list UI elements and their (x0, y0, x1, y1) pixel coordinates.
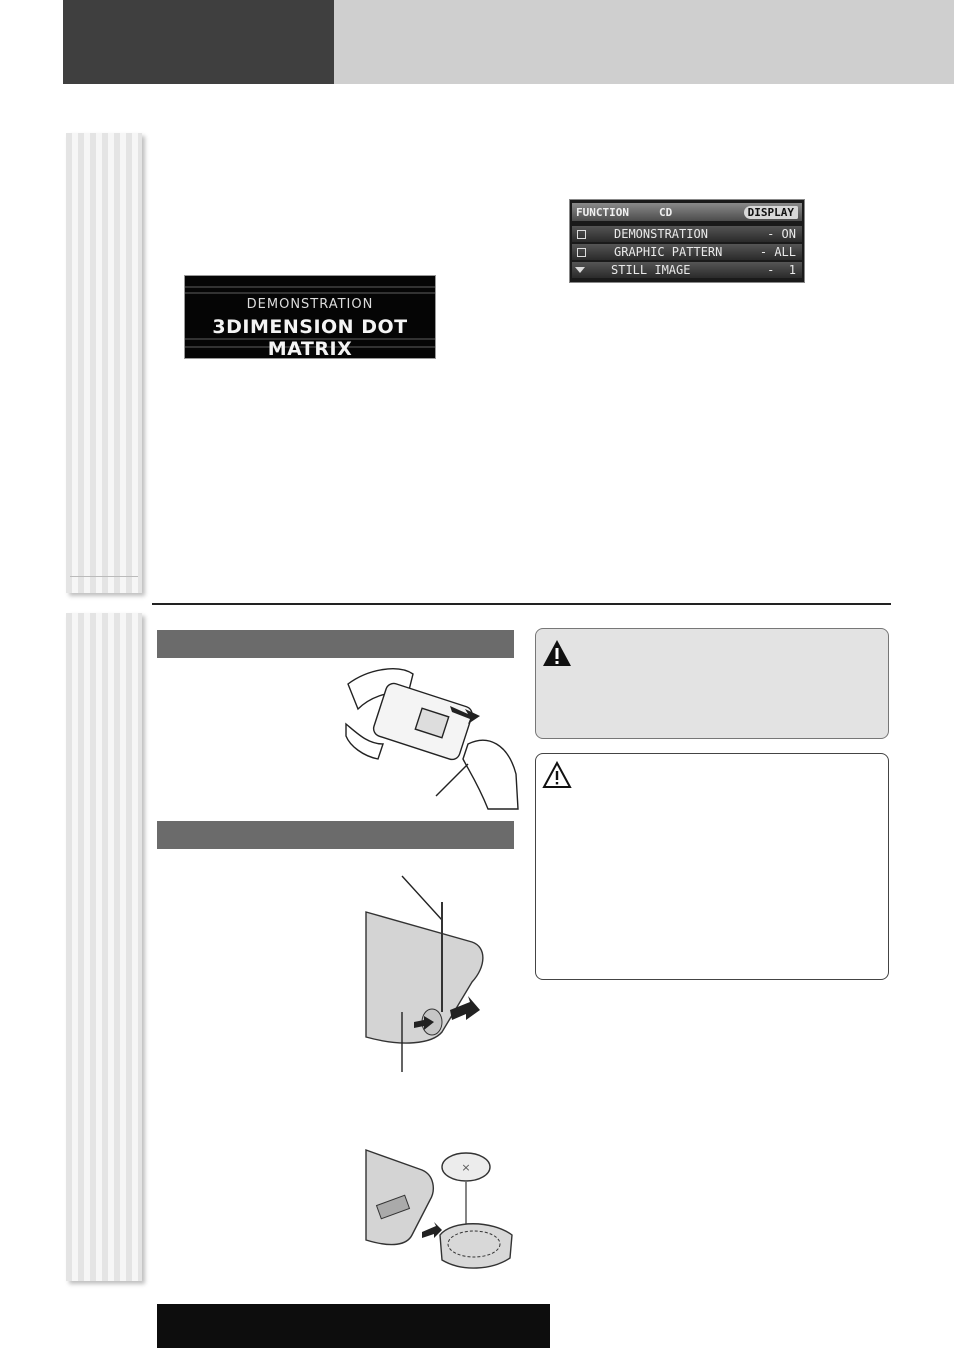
menu-row-value: - 1 (767, 263, 796, 277)
menu-row-label: DEMONSTRATION (614, 227, 708, 241)
header-dark-block (63, 0, 334, 84)
menu-row-graphic-pattern (572, 244, 802, 260)
tab-cd: CD (658, 205, 673, 219)
demo-display-line1: DEMONSTRATION (246, 297, 374, 312)
caution-outline-triangle-icon (542, 761, 572, 789)
caution-box (535, 753, 889, 980)
function-menu-header (572, 203, 802, 221)
demonstration-display-image (184, 275, 436, 359)
footer-black-bar (157, 1304, 550, 1348)
square-bullet-icon (577, 230, 586, 239)
side-tab-bottom (66, 613, 142, 1281)
warning-filled-triangle-icon (542, 639, 572, 667)
remote-battery-pull-illustration (338, 664, 520, 814)
header-light-band (334, 0, 954, 84)
battery-insert-illustration (362, 1140, 524, 1292)
section-bar-2 (157, 821, 514, 849)
menu-row-value: - ALL (759, 245, 796, 259)
menu-row-value: - ON (767, 227, 796, 241)
warning-box (535, 628, 889, 739)
remote-holder-release-illustration (362, 872, 490, 1080)
menu-row-label: GRAPHIC PATTERN (614, 245, 723, 259)
svg-text:×: × (461, 1161, 471, 1174)
tab-function: FUNCTION (576, 205, 629, 219)
section-divider (152, 603, 891, 605)
function-menu-display-image (569, 199, 805, 283)
tab-display: DISPLAY (744, 206, 798, 219)
menu-row-demonstration (572, 226, 802, 242)
side-tab-top (66, 133, 142, 593)
down-triangle-icon (575, 267, 585, 273)
square-bullet-icon (577, 248, 586, 257)
menu-row-still-image (572, 262, 802, 278)
menu-row-label: STILL IMAGE (611, 263, 691, 277)
side-tab-rule (70, 576, 138, 577)
section-bar-1 (157, 630, 514, 658)
demo-display-line2: 3DIMENSION DOT MATRIX (212, 316, 408, 359)
